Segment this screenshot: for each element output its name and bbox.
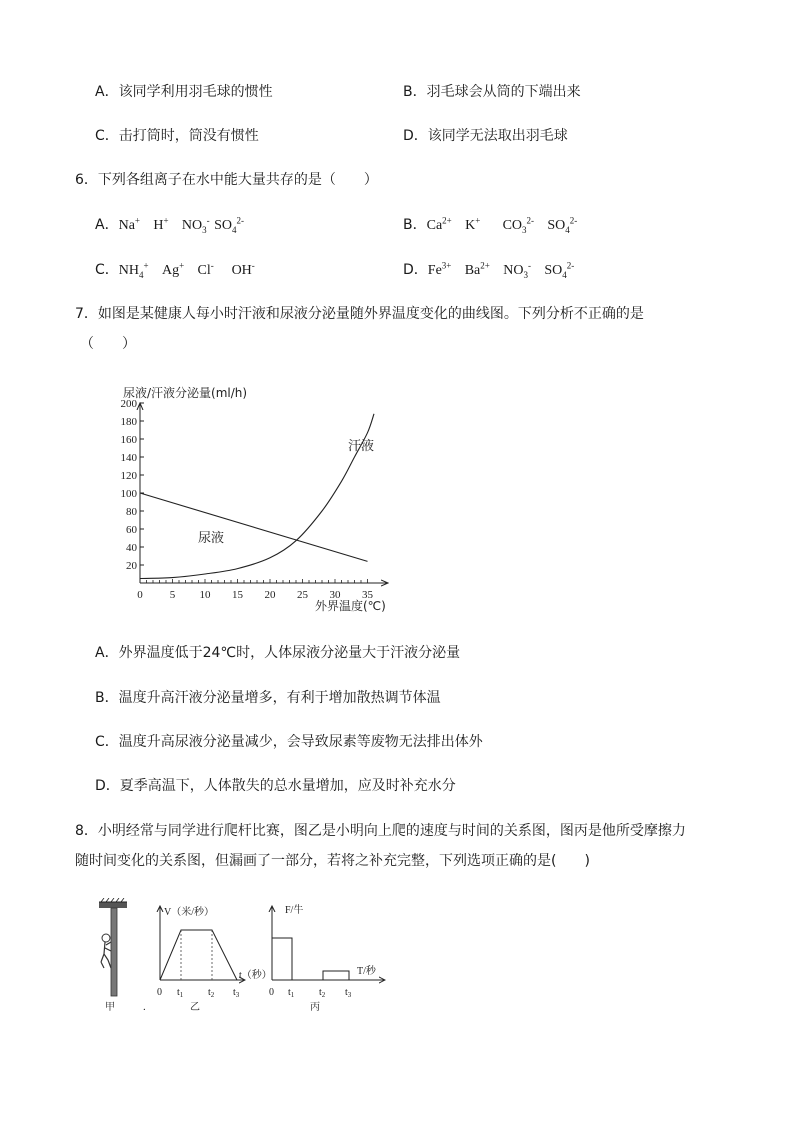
- ion: Cl-: [197, 260, 214, 278]
- option-text: 该同学无法取出羽毛球: [427, 128, 568, 144]
- yi-caption: 乙: [190, 1002, 200, 1013]
- bing-t1: $t_1$: [288, 987, 295, 999]
- chart-ylabel: 尿液/汗液分泌量(ml/h): [123, 386, 248, 400]
- q6-option-d: [403, 261, 574, 280]
- option-letter: C．: [95, 128, 119, 144]
- y-tick-label: 80: [126, 506, 137, 518]
- q5-option-c: [95, 127, 259, 145]
- q6-option-a: [95, 216, 244, 235]
- yi-xlabel: t（秒）: [239, 970, 272, 981]
- option-text: 夏季高温下，人体散失的总水量增加，应及时补充水分: [119, 778, 456, 794]
- x-tick-label: 15: [232, 589, 243, 601]
- ion: $Fe^{3+}$: [427, 260, 452, 278]
- q7-option-b: [95, 689, 441, 707]
- option-letter: A．: [95, 645, 119, 661]
- ion: K+: [465, 215, 481, 233]
- yi-t2: $t_2$: [208, 987, 215, 999]
- q7-option-d: [95, 777, 456, 795]
- option-letter: A．: [95, 84, 119, 100]
- option-text: 温度升高汗液分泌量增多，有利于增加散热调节体温: [118, 690, 441, 706]
- option-text: 击打筒时，筒没有惯性: [118, 128, 259, 144]
- chart-xlabel: 外界温度(℃): [315, 599, 386, 613]
- ion: $Ca^{2+}$: [426, 215, 452, 233]
- option-letter: D．: [95, 778, 120, 794]
- ion: $NH_4^+$: [118, 260, 149, 280]
- q5-option-d: [403, 127, 568, 145]
- yi-origin: 0: [157, 987, 162, 998]
- q6-option-b: [403, 216, 577, 235]
- option-text: 温度升高尿液分泌量减少，会导致尿素等废物无法排出体外: [118, 734, 483, 750]
- figure-jia-caption: 甲: [105, 1002, 115, 1013]
- bing-caption: 丙: [310, 1002, 320, 1013]
- bing-origin: 0: [269, 987, 274, 998]
- yi-velocity-line: [160, 930, 237, 980]
- secretion-chart: [105, 375, 405, 615]
- q8-stem-line2: 随时间变化的关系图，但漏画了一部分，若将之补充完整，下列选项正确的是( ): [75, 853, 590, 869]
- bing-friction-segment1: [272, 938, 292, 980]
- ion: $CO_3^{2-}$: [502, 215, 535, 235]
- q6-stem: 6．下列各组离子在水中能大量共存的是（ ）: [75, 172, 378, 188]
- ion: $Ba^{2+}$: [464, 260, 490, 278]
- q8-stem-line1: 8．小明经常与同学进行爬杆比赛，图乙是小明向上爬的速度与时间的关系图，图丙是他所受摩擦力: [75, 823, 686, 839]
- y-tick-label: 180: [120, 416, 137, 428]
- x-tick-label: 35: [362, 589, 373, 601]
- x-tick-label: 0: [137, 589, 143, 601]
- q5-option-b: [403, 83, 581, 101]
- y-tick-label: 200: [120, 398, 137, 410]
- x-tick-label: 10: [199, 589, 211, 601]
- option-text: 该同学利用羽毛球的惯性: [118, 84, 273, 100]
- x-tick-label: 25: [297, 589, 308, 601]
- q7-stem-line1: 7．如图是某健康人每小时汗液和尿液分泌量随外界温度变化的曲线图。下列分析不正确的是: [75, 306, 644, 322]
- q7-option-a: [95, 644, 460, 662]
- q8-figures: [95, 898, 395, 1018]
- ion: H+: [153, 215, 169, 233]
- option-letter: D．: [403, 262, 428, 278]
- bing-ylabel: F/牛: [285, 905, 304, 916]
- option-letter: B．: [403, 217, 427, 233]
- y-tick-label: 40: [126, 542, 137, 554]
- option-letter: D．: [403, 128, 428, 144]
- y-tick-label: 160: [120, 434, 137, 446]
- series-line-sweat: [140, 414, 374, 579]
- y-tick-label: 140: [120, 452, 137, 464]
- ion: $SO_4^{2-}$: [547, 215, 578, 235]
- y-tick-label: 60: [126, 524, 137, 536]
- q6-option-c: [95, 261, 255, 280]
- x-tick-label: 5: [169, 589, 176, 601]
- y-tick-label: 100: [120, 488, 137, 500]
- x-tick-label: 30: [329, 589, 341, 601]
- option-letter: B．: [95, 690, 119, 706]
- bing-t2: $t_2$: [319, 987, 326, 999]
- option-letter: C．: [95, 262, 119, 278]
- yi-t1: $t_1$: [177, 987, 184, 999]
- bing-xlabel: T/秒: [357, 966, 376, 977]
- yi-ylabel: V（米/秒）: [164, 907, 214, 918]
- option-text: 羽毛球会从筒的下端出来: [426, 84, 581, 100]
- option-letter: C．: [95, 734, 119, 750]
- x-tick-label: 20: [264, 589, 276, 601]
- option-letter: B．: [403, 84, 427, 100]
- option-text: 外界温度低于24℃时，人体尿液分泌量大于汗液分泌量: [118, 645, 461, 661]
- figure-bing-friction-time: [269, 903, 385, 1013]
- ion: $SO_4^{2-}$: [214, 215, 244, 235]
- ion: $NO_3^-$: [181, 215, 210, 235]
- series-label-sweat: 汗液: [348, 439, 375, 454]
- ion: OH-: [231, 260, 255, 278]
- bing-friction-segment2: [323, 971, 349, 980]
- figure-jia-climber: [99, 898, 127, 1013]
- option-letter: A．: [95, 217, 119, 233]
- yi-t3: $t_3$: [233, 987, 240, 999]
- y-tick-label: 20: [126, 560, 137, 572]
- figure-yi-velocity-time: [157, 905, 272, 1013]
- ion: Na+: [118, 215, 140, 233]
- bing-t3: $t_3$: [345, 987, 352, 999]
- stray-dot: .: [143, 1001, 146, 1013]
- y-tick-label: 120: [120, 470, 137, 482]
- q5-option-a: [95, 83, 273, 101]
- q7-option-c: [95, 733, 483, 751]
- ion: Ag+: [161, 260, 185, 278]
- series-label-urine: 尿液: [198, 531, 225, 546]
- series-line-urine: [140, 493, 368, 561]
- ion: $SO_4^{2-}$: [544, 260, 575, 280]
- ion: $NO_3^-$: [503, 260, 531, 280]
- q7-stem-line2: （ ）: [80, 336, 136, 352]
